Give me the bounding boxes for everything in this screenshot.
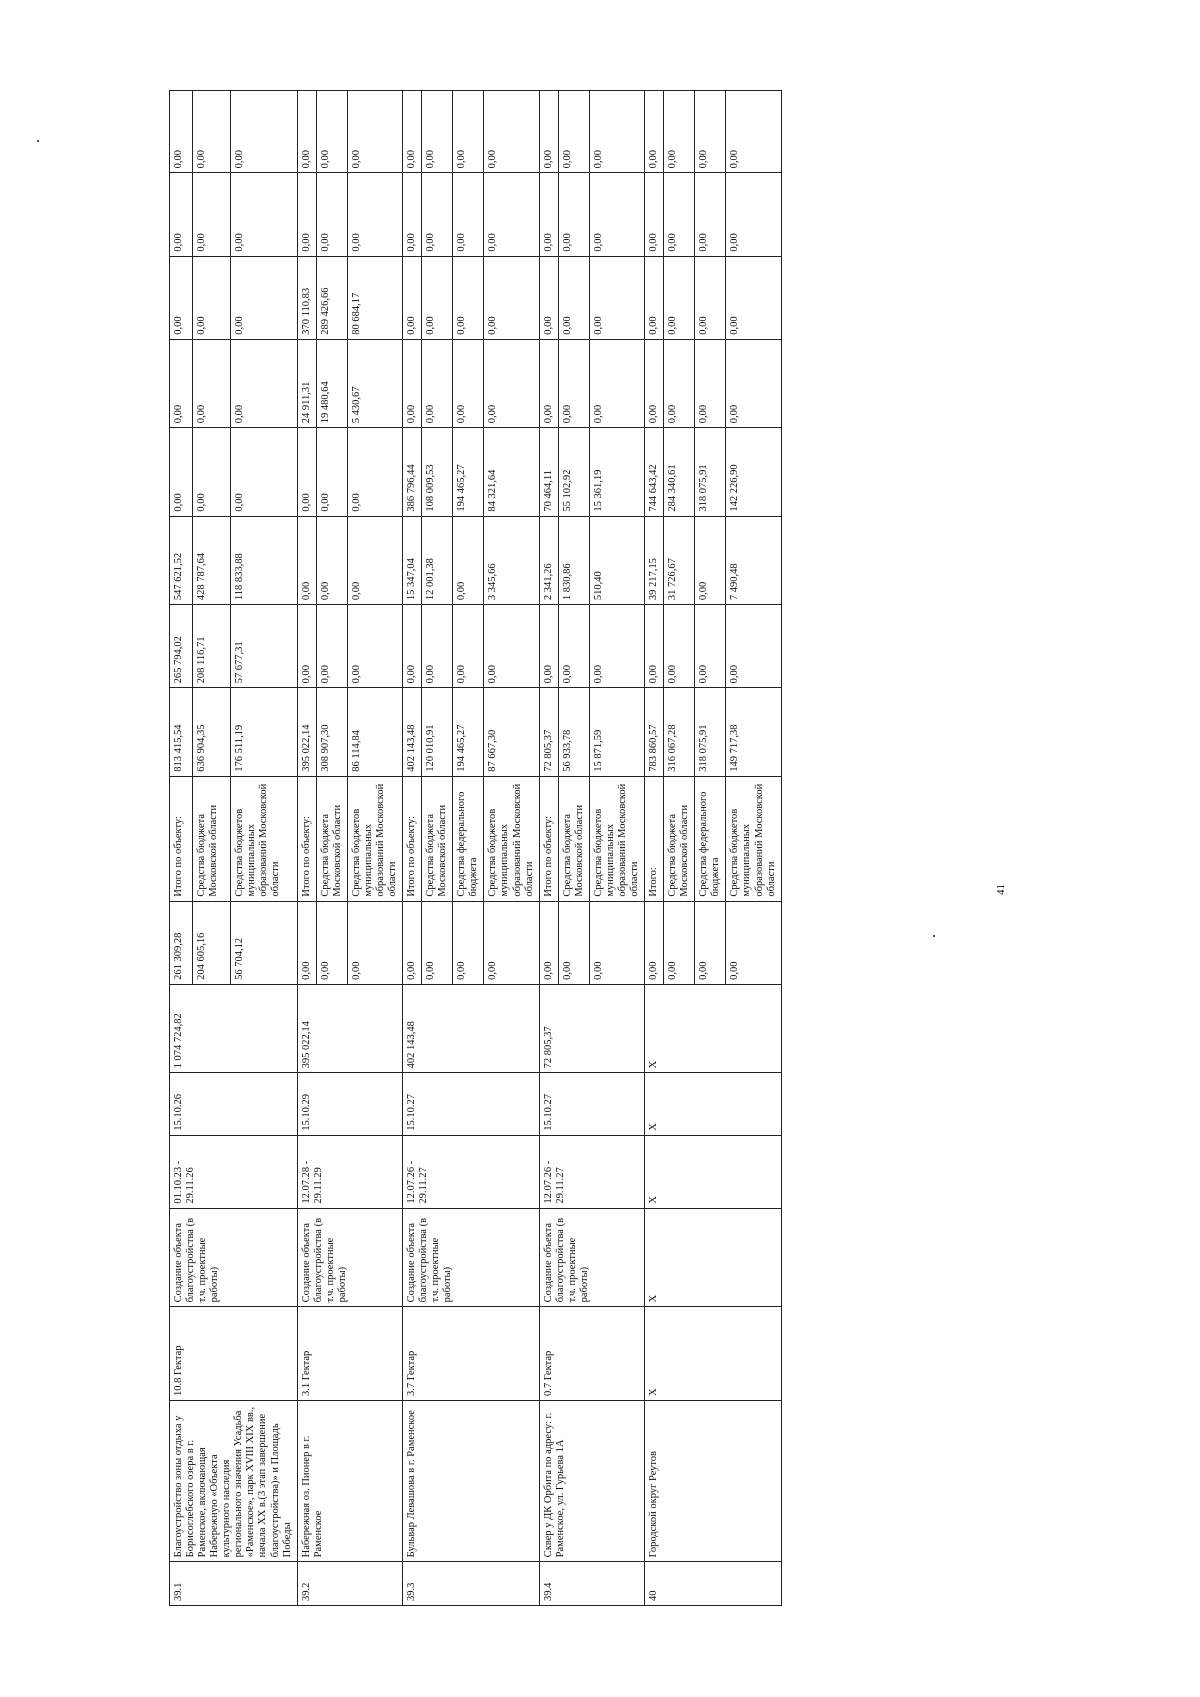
year-amount-cell: 370 110,83 bbox=[297, 256, 316, 339]
financed-amount-cell: 0,00 bbox=[645, 901, 664, 984]
financed-amount-cell: 261 309,28 bbox=[170, 901, 193, 984]
funding-source-cell: Итого по объекту: bbox=[297, 776, 316, 901]
year-amount-cell: 0,00 bbox=[726, 605, 781, 688]
year-amount-cell: 56 933,78 bbox=[558, 688, 589, 776]
object-name-cell: Сквер у ДК Орбита по адресу: г. Раменское, ул. Гурьева 1А bbox=[539, 1401, 644, 1562]
year-amount-cell: 0,00 bbox=[193, 339, 231, 427]
year-amount-cell: 510,40 bbox=[589, 516, 644, 604]
year-amount-cell: 0,00 bbox=[316, 428, 347, 516]
finish-date-cell: 15.10.29 bbox=[297, 1073, 402, 1135]
year-amount-cell: 0,00 bbox=[484, 339, 539, 427]
year-amount-cell: 0,00 bbox=[453, 605, 484, 688]
year-amount-cell: 0,00 bbox=[484, 256, 539, 339]
year-amount-cell: 0,00 bbox=[403, 605, 422, 688]
work-type-cell: X bbox=[645, 1208, 782, 1307]
item-number-cell: 39.3 bbox=[403, 1562, 540, 1606]
funding-source-cell: Средства бюджетов муниципальных образований Московской области bbox=[230, 776, 297, 901]
financed-amount-cell: 56 704,12 bbox=[230, 901, 297, 984]
year-amount-cell: 0,00 bbox=[726, 91, 781, 173]
year-amount-cell: 5 430,67 bbox=[347, 339, 402, 427]
year-amount-cell: 0,00 bbox=[297, 91, 316, 173]
year-amount-cell: 0,00 bbox=[664, 173, 695, 256]
year-amount-cell: 402 143,48 bbox=[403, 688, 422, 776]
year-amount-cell: 0,00 bbox=[539, 91, 558, 173]
year-amount-cell: 0,00 bbox=[193, 91, 231, 173]
object-name-cell: Набережная оз. Пионер в г. Раменское bbox=[297, 1401, 402, 1562]
year-amount-cell: 0,00 bbox=[589, 339, 644, 427]
year-amount-cell: 118 833,88 bbox=[230, 516, 297, 604]
year-amount-cell: 70 464,11 bbox=[539, 428, 558, 516]
year-amount-cell: 0,00 bbox=[297, 516, 316, 604]
work-type-cell: Создание объекта благоустройства (в т.ч. проектные работы) bbox=[170, 1208, 298, 1307]
year-amount-cell: 15 361,19 bbox=[589, 428, 644, 516]
financed-amount-cell: 0,00 bbox=[347, 901, 402, 984]
funding-source-cell: Средства бюджета Московской области bbox=[193, 776, 231, 901]
year-amount-cell: 813 415,54 bbox=[170, 688, 193, 776]
total-cost-cell: X bbox=[645, 984, 782, 1072]
year-amount-cell: 0,00 bbox=[230, 339, 297, 427]
year-amount-cell: 0,00 bbox=[453, 91, 484, 173]
scan-speck bbox=[37, 140, 39, 142]
year-amount-cell: 24 911,31 bbox=[297, 339, 316, 427]
page-number: 41 bbox=[995, 884, 1007, 895]
year-amount-cell: 0,00 bbox=[558, 339, 589, 427]
year-amount-cell: 386 796,44 bbox=[403, 428, 422, 516]
financed-amount-cell: 0,00 bbox=[316, 901, 347, 984]
year-amount-cell: 87 667,30 bbox=[484, 688, 539, 776]
year-amount-cell: 0,00 bbox=[484, 605, 539, 688]
work-dates-cell: 12.07.26 - 29.11.27 bbox=[539, 1135, 644, 1208]
year-amount-cell: 72 805,37 bbox=[539, 688, 558, 776]
year-amount-cell: 0,00 bbox=[589, 605, 644, 688]
funding-source-cell: Средства бюджета Московской области bbox=[664, 776, 695, 901]
total-cost-cell: 402 143,48 bbox=[403, 984, 540, 1072]
year-amount-cell: 84 321,64 bbox=[484, 428, 539, 516]
financed-amount-cell: 0,00 bbox=[422, 901, 453, 984]
year-amount-cell: 55 102,92 bbox=[558, 428, 589, 516]
year-amount-cell: 0,00 bbox=[589, 91, 644, 173]
year-amount-cell: 0,00 bbox=[558, 173, 589, 256]
item-number-cell: 40 bbox=[645, 1562, 782, 1606]
year-amount-cell: 284 340,61 bbox=[664, 428, 695, 516]
year-amount-cell: 0,00 bbox=[316, 605, 347, 688]
year-amount-cell: 120 010,91 bbox=[422, 688, 453, 776]
rotated-table-sheet bbox=[169, 90, 981, 1606]
work-type-cell: Создание объекта благоустройства (в т.ч. проектные работы) bbox=[539, 1208, 644, 1307]
financed-amount-cell: 0,00 bbox=[297, 901, 316, 984]
year-amount-cell: 744 643,42 bbox=[645, 428, 664, 516]
year-amount-cell: 0,00 bbox=[422, 173, 453, 256]
year-amount-cell: 0,00 bbox=[558, 91, 589, 173]
year-amount-cell: 308 907,30 bbox=[316, 688, 347, 776]
year-amount-cell: 0,00 bbox=[316, 91, 347, 173]
year-amount-cell: 0,00 bbox=[695, 173, 726, 256]
financing-table bbox=[169, 90, 782, 1606]
year-amount-cell: 428 787,64 bbox=[193, 516, 231, 604]
year-amount-cell: 0,00 bbox=[664, 256, 695, 339]
work-type-cell: Создание объекта благоустройства (в т.ч. проектные работы) bbox=[297, 1208, 402, 1307]
year-amount-cell: 208 116,71 bbox=[193, 605, 231, 688]
year-amount-cell: 0,00 bbox=[347, 428, 402, 516]
year-amount-cell: 0,00 bbox=[539, 256, 558, 339]
year-amount-cell: 0,00 bbox=[589, 173, 644, 256]
funding-source-cell: Средства бюджетов муниципальных образований Московской области bbox=[726, 776, 781, 901]
table-row bbox=[645, 91, 664, 1606]
item-number-cell: 39.4 bbox=[539, 1562, 644, 1606]
total-cost-cell: 1 074 724,82 bbox=[170, 984, 298, 1072]
financed-amount-cell: 0,00 bbox=[558, 901, 589, 984]
year-amount-cell: 0,00 bbox=[484, 91, 539, 173]
year-amount-cell: 265 794,02 bbox=[170, 605, 193, 688]
year-amount-cell: 176 511,19 bbox=[230, 688, 297, 776]
year-amount-cell: 289 426,66 bbox=[316, 256, 347, 339]
year-amount-cell: 0,00 bbox=[453, 173, 484, 256]
funding-source-cell: Средства бюджетов муниципальных образований Московской области bbox=[484, 776, 539, 901]
capacity-cell: 0.7 Гектар bbox=[539, 1307, 644, 1401]
year-amount-cell: 0,00 bbox=[316, 516, 347, 604]
year-amount-cell: 0,00 bbox=[193, 173, 231, 256]
year-amount-cell: 0,00 bbox=[664, 339, 695, 427]
year-amount-cell: 0,00 bbox=[230, 91, 297, 173]
year-amount-cell: 0,00 bbox=[193, 428, 231, 516]
year-amount-cell: 2 341,26 bbox=[539, 516, 558, 604]
finish-date-cell: X bbox=[645, 1073, 782, 1135]
work-dates-cell: 12.07.28 - 29.11.29 bbox=[297, 1135, 402, 1208]
year-amount-cell: 57 677,31 bbox=[230, 605, 297, 688]
year-amount-cell: 0,00 bbox=[558, 605, 589, 688]
year-amount-cell: 0,00 bbox=[347, 605, 402, 688]
year-amount-cell: 0,00 bbox=[695, 91, 726, 173]
year-amount-cell: 0,00 bbox=[170, 339, 193, 427]
funding-source-cell: Средства бюджета Московской области bbox=[558, 776, 589, 901]
financed-amount-cell: 0,00 bbox=[484, 901, 539, 984]
year-amount-cell: 15 347,04 bbox=[403, 516, 422, 604]
funding-source-cell: Средства федерального бюджета bbox=[695, 776, 726, 901]
year-amount-cell: 0,00 bbox=[645, 605, 664, 688]
year-amount-cell: 316 067,28 bbox=[664, 688, 695, 776]
financed-amount-cell: 0,00 bbox=[589, 901, 644, 984]
year-amount-cell: 0,00 bbox=[664, 605, 695, 688]
total-cost-cell: 395 022,14 bbox=[297, 984, 402, 1072]
funding-source-cell: Средства бюджетов муниципальных образований Московской области bbox=[589, 776, 644, 901]
finish-date-cell: 15.10.27 bbox=[539, 1073, 644, 1135]
object-name-cell: Бульвар Левашова в г. Раменское bbox=[403, 1401, 540, 1562]
year-amount-cell: 108 009,53 bbox=[422, 428, 453, 516]
table-row bbox=[539, 91, 558, 1606]
year-amount-cell: 0,00 bbox=[230, 173, 297, 256]
work-dates-cell: 12.07.26 - 29.11.27 bbox=[403, 1135, 540, 1208]
finish-date-cell: 15.10.26 bbox=[170, 1073, 298, 1135]
year-amount-cell: 0,00 bbox=[695, 256, 726, 339]
table-row bbox=[170, 91, 193, 1606]
capacity-cell: X bbox=[645, 1307, 782, 1401]
financed-amount-cell: 0,00 bbox=[453, 901, 484, 984]
funding-source-cell: Итого по объекту: bbox=[170, 776, 193, 901]
year-amount-cell: 80 684,17 bbox=[347, 256, 402, 339]
funding-source-cell: Средства бюджета Московской области bbox=[422, 776, 453, 901]
financed-amount-cell: 0,00 bbox=[403, 901, 422, 984]
table-row bbox=[403, 91, 422, 1606]
year-amount-cell: 0,00 bbox=[645, 256, 664, 339]
year-amount-cell: 0,00 bbox=[170, 256, 193, 339]
year-amount-cell: 19 480,64 bbox=[316, 339, 347, 427]
year-amount-cell: 86 114,84 bbox=[347, 688, 402, 776]
year-amount-cell: 0,00 bbox=[422, 605, 453, 688]
year-amount-cell: 142 226,90 bbox=[726, 428, 781, 516]
financed-amount-cell: 0,00 bbox=[539, 901, 558, 984]
year-amount-cell: 636 904,35 bbox=[193, 688, 231, 776]
year-amount-cell: 0,00 bbox=[316, 173, 347, 256]
year-amount-cell: 0,00 bbox=[170, 91, 193, 173]
capacity-cell: 10.8 Гектар bbox=[170, 1307, 298, 1401]
year-amount-cell: 3 345,66 bbox=[484, 516, 539, 604]
funding-source-cell: Итого по объекту: bbox=[403, 776, 422, 901]
year-amount-cell: 0,00 bbox=[726, 173, 781, 256]
year-amount-cell: 0,00 bbox=[484, 173, 539, 256]
year-amount-cell: 0,00 bbox=[297, 428, 316, 516]
year-amount-cell: 783 860,57 bbox=[645, 688, 664, 776]
table-row bbox=[297, 91, 316, 1606]
year-amount-cell: 0,00 bbox=[453, 339, 484, 427]
year-amount-cell: 318 075,91 bbox=[695, 428, 726, 516]
year-amount-cell: 0,00 bbox=[645, 173, 664, 256]
year-amount-cell: 395 022,14 bbox=[297, 688, 316, 776]
funding-source-cell: Средства бюджетов муниципальных образований Московской области bbox=[347, 776, 402, 901]
year-amount-cell: 0,00 bbox=[589, 256, 644, 339]
item-number-cell: 39.2 bbox=[297, 1562, 402, 1606]
scan-speck bbox=[933, 935, 935, 937]
funding-source-cell: Итого по объекту: bbox=[539, 776, 558, 901]
year-amount-cell: 0,00 bbox=[422, 339, 453, 427]
year-amount-cell: 0,00 bbox=[230, 256, 297, 339]
year-amount-cell: 0,00 bbox=[403, 339, 422, 427]
work-type-cell: Создание объекта благоустройства (в т.ч. проектные работы) bbox=[403, 1208, 540, 1307]
year-amount-cell: 547 621,52 bbox=[170, 516, 193, 604]
year-amount-cell: 0,00 bbox=[539, 339, 558, 427]
year-amount-cell: 0,00 bbox=[347, 516, 402, 604]
year-amount-cell: 0,00 bbox=[645, 339, 664, 427]
year-amount-cell: 0,00 bbox=[664, 91, 695, 173]
item-number-cell: 39.1 bbox=[170, 1562, 298, 1606]
year-amount-cell: 0,00 bbox=[170, 428, 193, 516]
financed-amount-cell: 204 605,16 bbox=[193, 901, 231, 984]
funding-source-cell: Итого: bbox=[645, 776, 664, 901]
work-dates-cell: X bbox=[645, 1135, 782, 1208]
financed-amount-cell: 0,00 bbox=[695, 901, 726, 984]
year-amount-cell: 149 717,38 bbox=[726, 688, 781, 776]
year-amount-cell: 0,00 bbox=[539, 605, 558, 688]
year-amount-cell: 31 726,67 bbox=[664, 516, 695, 604]
work-dates-cell: 01.10.23 - 29.11.26 bbox=[170, 1135, 298, 1208]
year-amount-cell: 0,00 bbox=[453, 516, 484, 604]
year-amount-cell: 0,00 bbox=[453, 256, 484, 339]
year-amount-cell: 318 075,91 bbox=[695, 688, 726, 776]
year-amount-cell: 0,00 bbox=[193, 256, 231, 339]
year-amount-cell: 0,00 bbox=[403, 91, 422, 173]
year-amount-cell: 0,00 bbox=[422, 256, 453, 339]
year-amount-cell: 0,00 bbox=[403, 256, 422, 339]
financed-amount-cell: 0,00 bbox=[664, 901, 695, 984]
year-amount-cell: 0,00 bbox=[347, 173, 402, 256]
object-name-cell: Городской округ Реутов bbox=[645, 1401, 782, 1562]
year-amount-cell: 0,00 bbox=[695, 516, 726, 604]
year-amount-cell: 12 001,38 bbox=[422, 516, 453, 604]
year-amount-cell: 0,00 bbox=[695, 605, 726, 688]
year-amount-cell: 0,00 bbox=[726, 256, 781, 339]
year-amount-cell: 15 871,59 bbox=[589, 688, 644, 776]
year-amount-cell: 1 830,86 bbox=[558, 516, 589, 604]
total-cost-cell: 72 805,37 bbox=[539, 984, 644, 1072]
year-amount-cell: 0,00 bbox=[539, 173, 558, 256]
finish-date-cell: 15.10.27 bbox=[403, 1073, 540, 1135]
year-amount-cell: 0,00 bbox=[558, 256, 589, 339]
year-amount-cell: 0,00 bbox=[347, 91, 402, 173]
year-amount-cell: 0,00 bbox=[230, 428, 297, 516]
year-amount-cell: 0,00 bbox=[645, 91, 664, 173]
year-amount-cell: 0,00 bbox=[422, 91, 453, 173]
year-amount-cell: 0,00 bbox=[695, 339, 726, 427]
object-name-cell: Благоустройство зоны отдыха у Борисоглебского озера в г. Раменское, включающая Набережную «Объекта культурного наследия регионального значения Усадьба «Раменское», парк XVIII XIX вв., начала XX в.(3 этап завершение благоустройства)» и Площадь Победы bbox=[170, 1401, 298, 1562]
capacity-cell: 3.7 Гектар bbox=[403, 1307, 540, 1401]
year-amount-cell: 194 465,27 bbox=[453, 428, 484, 516]
year-amount-cell: 0,00 bbox=[170, 173, 193, 256]
year-amount-cell: 39 217,15 bbox=[645, 516, 664, 604]
year-amount-cell: 0,00 bbox=[297, 605, 316, 688]
year-amount-cell: 0,00 bbox=[403, 173, 422, 256]
funding-source-cell: Средства бюджета Московской области bbox=[316, 776, 347, 901]
funding-source-cell: Средства федерального бюджета bbox=[453, 776, 484, 901]
financed-amount-cell: 0,00 bbox=[726, 901, 781, 984]
capacity-cell: 3.1 Гектар bbox=[297, 1307, 402, 1401]
year-amount-cell: 0,00 bbox=[297, 173, 316, 256]
year-amount-cell: 0,00 bbox=[726, 339, 781, 427]
year-amount-cell: 194 465,27 bbox=[453, 688, 484, 776]
year-amount-cell: 7 490,48 bbox=[726, 516, 781, 604]
